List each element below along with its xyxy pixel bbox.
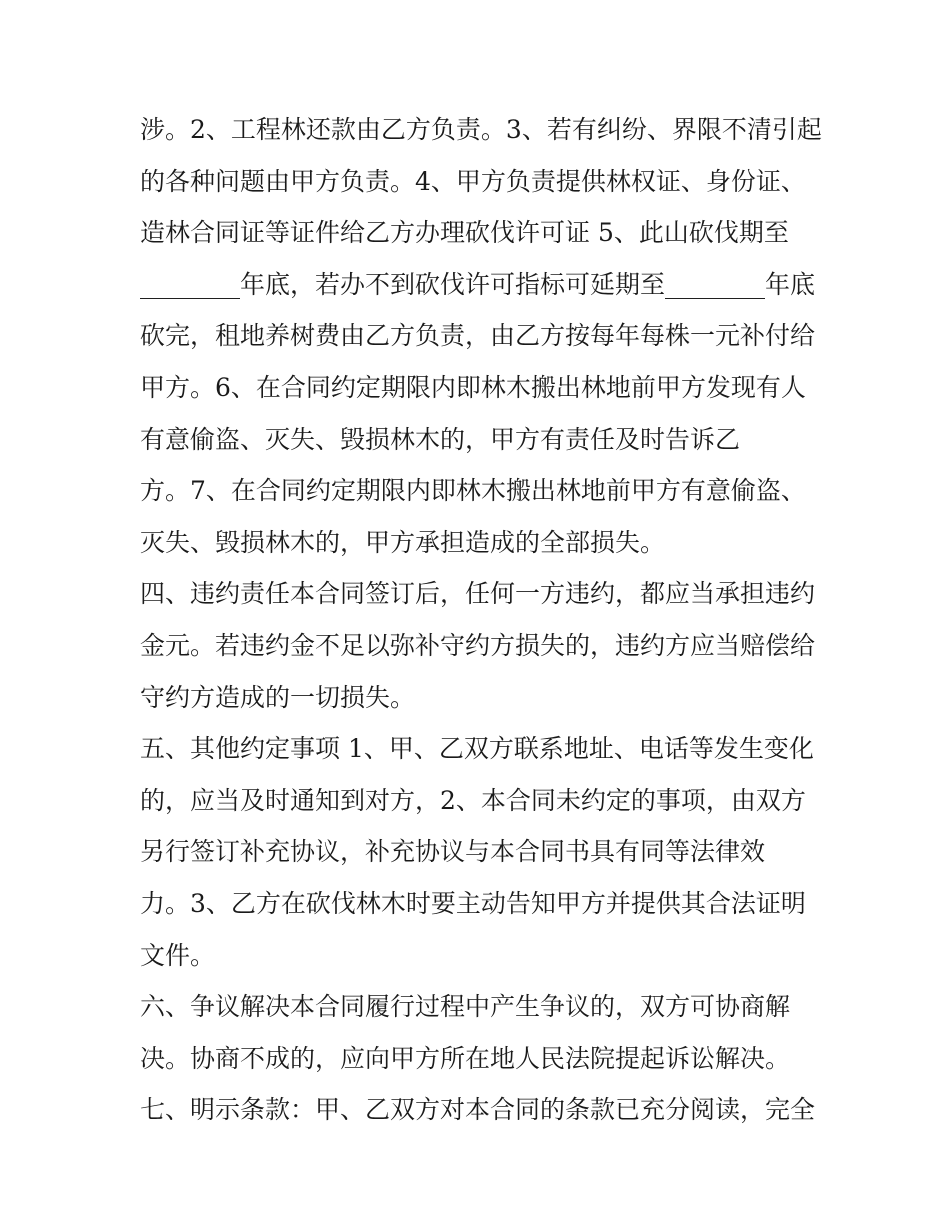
text-line-1: 涉。2、工程林还款由乙方负责。3、若有纠纷、界限不清引起 bbox=[140, 115, 822, 144]
text-line-16: 力。3、乙方在砍伐林木时要主动告知甲方并提供其合法证明 bbox=[140, 888, 806, 918]
text-line-9: 灭失、毁损林木的，甲方承担造成的全部损失。 bbox=[140, 527, 666, 557]
text-line-2: 的各种问题由甲方负责。4、甲方负责提供林权证、身份证、 bbox=[140, 166, 806, 196]
text-line-17: 文件。 bbox=[140, 940, 216, 970]
text-line-15: 另行签订补充协议，补充协议与本合同书具有同等法律效 bbox=[140, 837, 766, 867]
text-line-5: 砍完，租地养树费由乙方负责，由乙方按每年每株一元补付给 bbox=[140, 321, 816, 351]
text-line-14: 的，应当及时通知到对方，2、本合同未约定的事项，由双方 bbox=[140, 785, 806, 815]
text-line-3: 造林合同证等证件给乙方办理砍伐许可证 5、此山砍伐期至 bbox=[140, 218, 789, 248]
text-line-19: 决。协商不成的，应向甲方所在地人民法院提起诉讼解决。 bbox=[140, 1043, 791, 1073]
text-line-6: 甲方。6、在合同约定期限内即林木搬出林地前甲方发现有人 bbox=[140, 372, 806, 402]
text-line-11: 金元。若违约金不足以弥补守约方损失的，违约方应当赔偿给 bbox=[140, 630, 816, 660]
section-7-heading-line: 七、明示条款：甲、乙双方对本合同的条款已充分阅读，完全 bbox=[140, 1095, 816, 1125]
contract-text bbox=[140, 104, 820, 1136]
text-line-4: ________年底，若办不到砍伐许可指标可延期至________年底 bbox=[140, 269, 816, 299]
text-line-8: 方。7、在合同约定期限内即林木搬出林地前甲方有意偷盗、 bbox=[140, 476, 806, 506]
section-6-heading-line: 六、争议解决本合同履行过程中产生争议的，双方可协商解 bbox=[140, 992, 791, 1022]
text-line-12: 守约方造成的一切损失。 bbox=[140, 682, 416, 712]
text-line-7: 有意偷盗、灭失、毁损林木的，甲方有责任及时告诉乙 bbox=[140, 424, 741, 454]
section-4-heading-line: 四、违约责任本合同签订后，任何一方违约，都应当承担违约 bbox=[140, 579, 816, 609]
section-5-heading-line: 五、其他约定事项 1、甲、乙双方联系地址、电话等发生变化 bbox=[140, 734, 814, 764]
